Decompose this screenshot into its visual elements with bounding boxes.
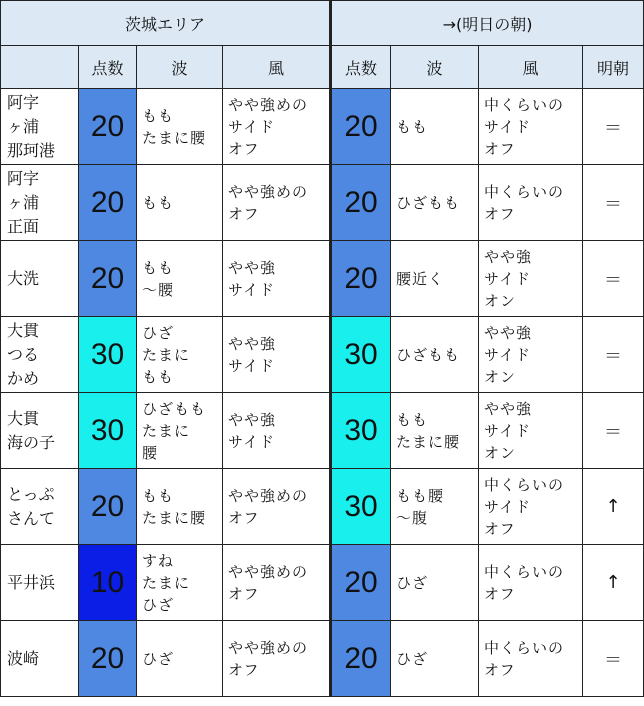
wind-today: やや強めの オフ bbox=[223, 165, 331, 241]
wave-next: ひざもも bbox=[391, 317, 479, 393]
location-name: 阿字 ヶ浦 那珂港 bbox=[1, 89, 79, 165]
wave-today: すね たまに ひざ bbox=[137, 545, 223, 621]
wind-today: やや強 サイド bbox=[223, 317, 331, 393]
header-next-score: 点数 bbox=[331, 46, 391, 89]
table-row bbox=[1, 241, 644, 317]
table-row bbox=[1, 621, 644, 697]
wind-next: やや強 サイド オン bbox=[479, 393, 583, 469]
score-today: 20 bbox=[79, 165, 137, 241]
score-next: 20 bbox=[331, 545, 391, 621]
wind-today: やや強めの オフ bbox=[223, 545, 331, 621]
trend-indicator: ＝ bbox=[583, 165, 644, 241]
header-next-wind: 風 bbox=[479, 46, 583, 89]
header-tomorrow-morning: 明朝 bbox=[583, 46, 644, 89]
location-name: 波崎 bbox=[1, 621, 79, 697]
wave-today: もも bbox=[137, 165, 223, 241]
location-name: 阿字 ヶ浦 正面 bbox=[1, 165, 79, 241]
score-today: 20 bbox=[79, 469, 137, 545]
trend-indicator: ＝ bbox=[583, 621, 644, 697]
wind-next: 中くらいの オフ bbox=[479, 545, 583, 621]
trend-indicator: ＝ bbox=[583, 317, 644, 393]
wind-today: やや強めの サイド オフ bbox=[223, 89, 331, 165]
location-name: 大貫 つる かめ bbox=[1, 317, 79, 393]
wind-today: やや強 サイド bbox=[223, 393, 331, 469]
wave-next: ひざ bbox=[391, 545, 479, 621]
header-area-group: 茨城エリア bbox=[1, 1, 331, 46]
wave-today: もも 〜腰 bbox=[137, 241, 223, 317]
header-next-wave: 波 bbox=[391, 46, 479, 89]
wind-next: やや強 サイド オン bbox=[479, 317, 583, 393]
trend-indicator: ＝ bbox=[583, 89, 644, 165]
score-next: 30 bbox=[331, 317, 391, 393]
wave-today: ひざもも たまに 腰 bbox=[137, 393, 223, 469]
wind-next: 中くらいの サイド オフ bbox=[479, 469, 583, 545]
wave-next: もも腰 〜腹 bbox=[391, 469, 479, 545]
wave-next: もも bbox=[391, 89, 479, 165]
wave-next: ひざ bbox=[391, 621, 479, 697]
score-today: 20 bbox=[79, 621, 137, 697]
score-today: 20 bbox=[79, 241, 137, 317]
score-today: 30 bbox=[79, 317, 137, 393]
wind-next: 中くらいの オフ bbox=[479, 165, 583, 241]
wave-today: もも たまに腰 bbox=[137, 89, 223, 165]
wind-today: やや強 サイド bbox=[223, 241, 331, 317]
score-next: 20 bbox=[331, 241, 391, 317]
score-next: 20 bbox=[331, 89, 391, 165]
wind-next: 中くらいの サイド オフ bbox=[479, 89, 583, 165]
wind-today: やや強めの オフ bbox=[223, 469, 331, 545]
score-next: 30 bbox=[331, 469, 391, 545]
score-today: 30 bbox=[79, 393, 137, 469]
table-row bbox=[1, 89, 644, 165]
location-name: とっぷ さんて bbox=[1, 469, 79, 545]
header-location bbox=[1, 46, 79, 89]
header-wave: 波 bbox=[137, 46, 223, 89]
wind-today: やや強めの オフ bbox=[223, 621, 331, 697]
header-score: 点数 bbox=[79, 46, 137, 89]
score-today: 20 bbox=[79, 89, 137, 165]
wave-today: ひざ たまに もも bbox=[137, 317, 223, 393]
location-name: 大洗 bbox=[1, 241, 79, 317]
table-row bbox=[1, 469, 644, 545]
wave-next: 腰近く bbox=[391, 241, 479, 317]
trend-indicator: ＝ bbox=[583, 393, 644, 469]
wind-next: 中くらいの オフ bbox=[479, 621, 583, 697]
score-next: 20 bbox=[331, 165, 391, 241]
wave-next: ひざもも bbox=[391, 165, 479, 241]
table-row bbox=[1, 317, 644, 393]
wave-today: ひざ bbox=[137, 621, 223, 697]
header-wind: 風 bbox=[223, 46, 331, 89]
table-row bbox=[1, 545, 644, 621]
trend-indicator: ＝ bbox=[583, 241, 644, 317]
location-name: 平井浜 bbox=[1, 545, 79, 621]
wave-today: もも たまに腰 bbox=[137, 469, 223, 545]
trend-indicator: ↑ bbox=[583, 469, 644, 545]
table-row bbox=[1, 393, 644, 469]
wind-next: やや強 サイド オン bbox=[479, 241, 583, 317]
table-row bbox=[1, 165, 644, 241]
score-next: 20 bbox=[331, 621, 391, 697]
location-name: 大貫 海の子 bbox=[1, 393, 79, 469]
score-next: 30 bbox=[331, 393, 391, 469]
header-tomorrow-group: →(明日の朝) bbox=[331, 1, 644, 46]
trend-indicator: ↑ bbox=[583, 545, 644, 621]
wave-next: もも たまに腰 bbox=[391, 393, 479, 469]
score-today: 10 bbox=[79, 545, 137, 621]
